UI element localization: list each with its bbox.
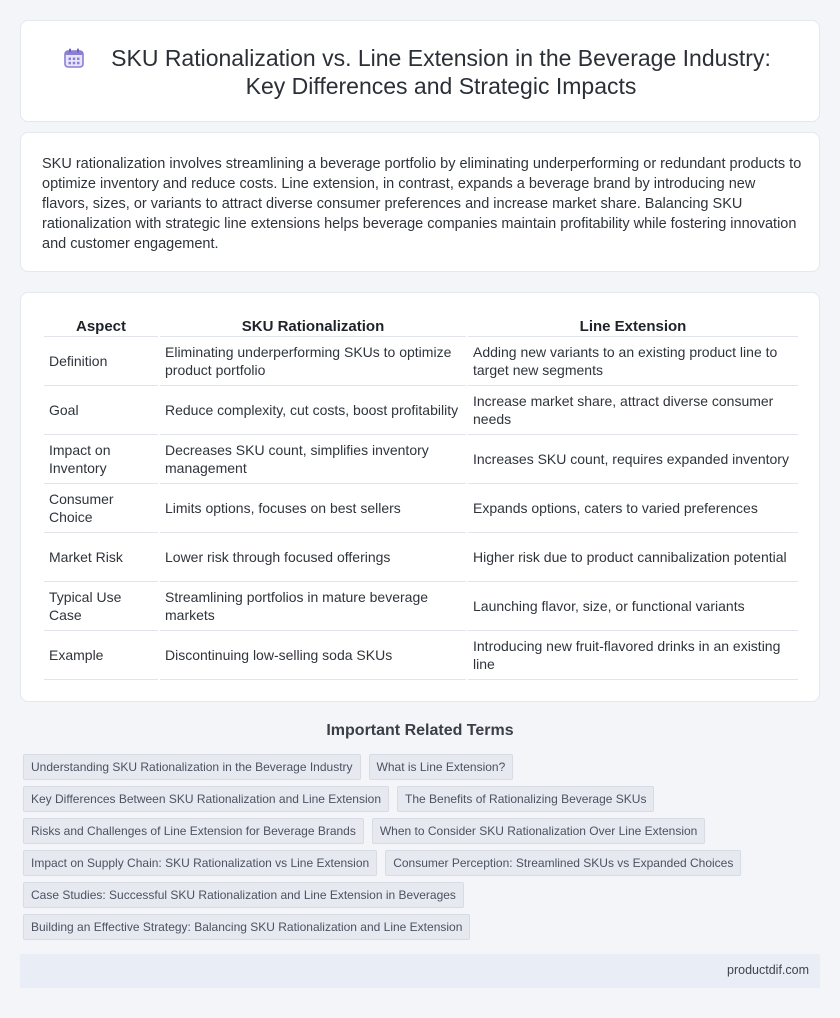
cell-aspect: Example (44, 631, 158, 680)
related-term-link[interactable]: Consumer Perception: Streamlined SKUs vs Expanded Choices (385, 850, 741, 876)
intro-card (20, 132, 820, 272)
related-term-link[interactable]: Impact on Supply Chain: SKU Rationalization vs Line Extension (23, 850, 377, 876)
page-title (91, 44, 791, 100)
table-row (44, 631, 798, 680)
cell-aspect: Typical Use Case (44, 582, 158, 631)
cell-line: Expands options, caters to varied preferences (468, 484, 798, 533)
cell-sku: Streamlining portfolios in mature beverage markets (160, 582, 466, 631)
table-header-row (44, 315, 798, 337)
table-row (44, 386, 798, 435)
comparison-table-card (20, 292, 820, 702)
related-terms-list (23, 754, 813, 940)
comparison-table (42, 315, 800, 680)
cell-aspect: Market Risk (44, 533, 158, 582)
cell-line: Introducing new fruit-flavored drinks in an existing line (468, 631, 798, 680)
cell-aspect: Goal (44, 386, 158, 435)
table-row (44, 435, 798, 484)
related-term-link[interactable]: Understanding SKU Rationalization in the Beverage Industry (23, 754, 361, 780)
cell-sku: Reduce complexity, cut costs, boost profitability (160, 386, 466, 435)
footer (20, 954, 820, 988)
cell-sku: Eliminating underperforming SKUs to optimize product portfolio (160, 337, 466, 386)
header-sku-rationalization: SKU Rationalization (160, 315, 466, 337)
page-title-line1: SKU Rationalization vs. Line Extension in the Beverage Industry: (111, 45, 771, 71)
page-title-line2: Key Differences and Strategic Impacts (245, 73, 637, 99)
cell-line: Increase market share, attract diverse consumer needs (468, 386, 798, 435)
related-term-link[interactable]: Risks and Challenges of Line Extension for Beverage Brands (23, 818, 364, 844)
cell-sku: Limits options, focuses on best sellers (160, 484, 466, 533)
table-row (44, 533, 798, 582)
cell-line: Adding new variants to an existing product line to target new segments (468, 337, 798, 386)
table-row (44, 337, 798, 386)
cell-line: Increases SKU count, requires expanded inventory (468, 435, 798, 484)
related-term-link[interactable]: Building an Effective Strategy: Balancing SKU Rationalization and Line Extension (23, 914, 470, 940)
cell-sku: Discontinuing low-selling soda SKUs (160, 631, 466, 680)
related-term-link[interactable]: What is Line Extension? (369, 754, 514, 780)
footer-site-link[interactable]: productdif.com (727, 963, 809, 977)
table-row (44, 484, 798, 533)
header-aspect: Aspect (44, 315, 158, 337)
related-terms-title: Important Related Terms (326, 722, 514, 739)
related-term-link[interactable]: The Benefits of Rationalizing Beverage SKUs (397, 786, 654, 812)
cell-aspect: Definition (44, 337, 158, 386)
header-line-extension: Line Extension (468, 315, 798, 337)
cell-aspect: Impact on Inventory (44, 435, 158, 484)
title-card (20, 20, 820, 122)
cell-sku: Decreases SKU count, simplifies inventory management (160, 435, 466, 484)
related-term-link[interactable]: Key Differences Between SKU Rationalization and Line Extension (23, 786, 389, 812)
cell-line: Launching flavor, size, or functional variants (468, 582, 798, 631)
cell-line: Higher risk due to product cannibalization potential (468, 533, 798, 582)
related-term-link[interactable]: Case Studies: Successful SKU Rationalization and Line Extension in Beverages (23, 882, 464, 908)
table-row (44, 582, 798, 631)
cell-sku: Lower risk through focused offerings (160, 533, 466, 582)
related-term-link[interactable]: When to Consider SKU Rationalization Over Line Extension (372, 818, 706, 844)
cell-aspect: Consumer Choice (44, 484, 158, 533)
intro-paragraph: SKU rationalization involves streamlining a beverage portfolio by eliminating underperforming or redundant products to optimize inventory and reduce costs. Line extension, in contrast, expands a beverage brand by introducing new flavors, sizes, or variants to attract diverse consumer preferences and increase market share. Balancing SKU rationalization with strategic line extensions helps beverage companies maintain profitability while fostering innovation and customer engagement. (42, 156, 802, 252)
